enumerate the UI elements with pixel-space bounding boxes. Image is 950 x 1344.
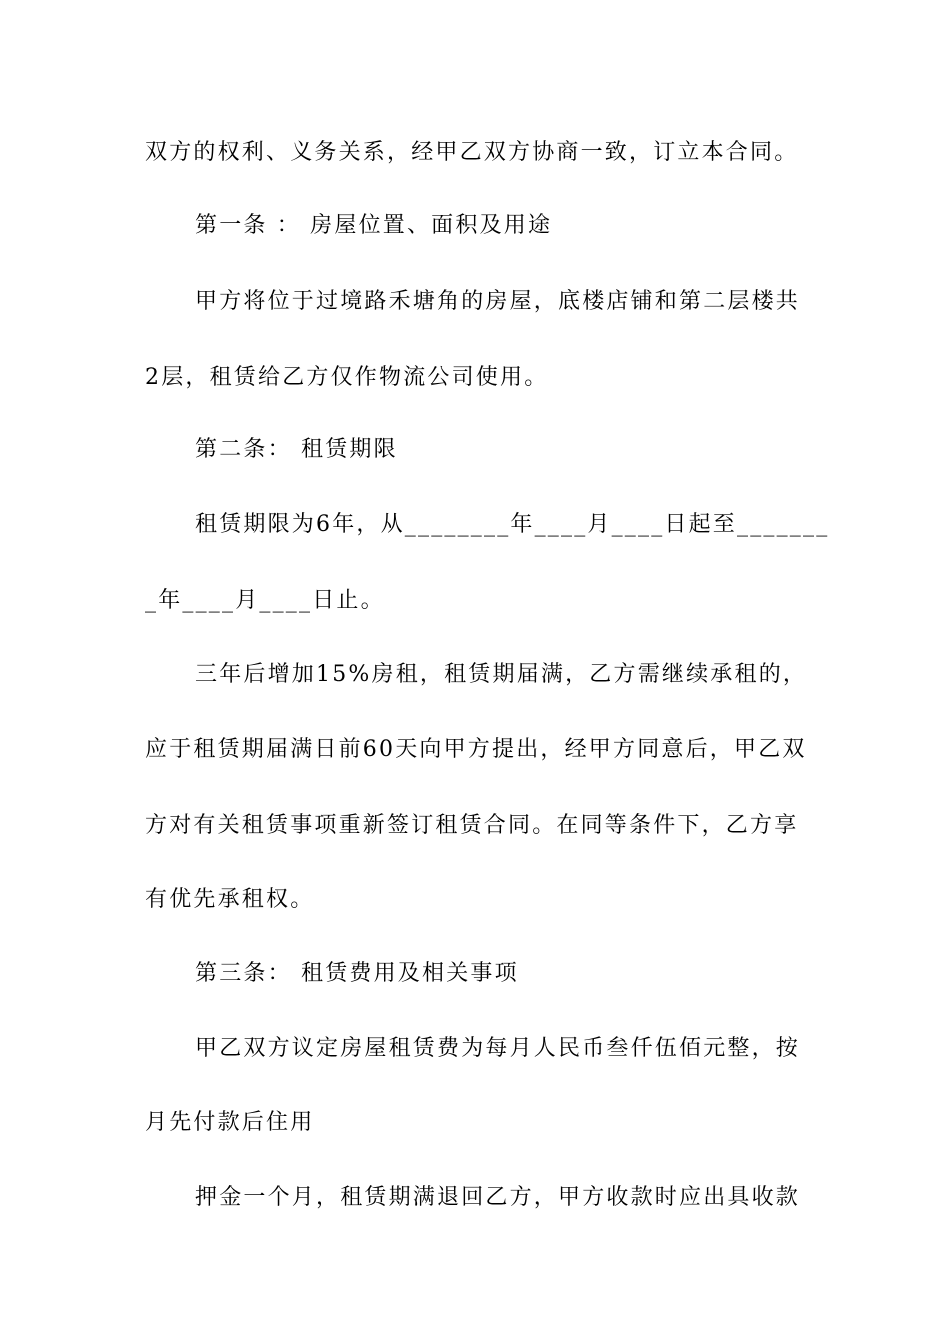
article-1-text-line-2: 2层，租赁给乙方仅作物流公司使用。 — [145, 365, 549, 390]
article-3-deposit-line-1: 押金一个月，租赁期满退回乙方，甲方收款时应出具收款 — [195, 1185, 801, 1210]
article-2-renewal-line-4: 有优先承租权。 — [145, 887, 315, 912]
article-2-renewal-line-3: 方对有关租赁事项重新签订租赁合同。在同等条件下，乙方享 — [145, 813, 799, 838]
article-1-text-line-1: 甲方将位于过境路禾塘角的房屋，底楼店铺和第二层楼共 — [195, 289, 801, 314]
paragraph-continuation: 双方的权利、义务关系，经甲乙双方协商一致，订立本合同。 — [145, 140, 799, 165]
article-2-renewal-line-2: 应于租赁期届满日前60天向甲方提出，经甲方同意后，甲乙双 — [145, 737, 807, 762]
article-3-rent-line-2: 月先付款后住用 — [145, 1110, 315, 1135]
article-3-heading: 第三条： 租赁费用及相关事项 — [195, 961, 519, 986]
article-2-term-line-2: _年____月____日止。 — [145, 588, 385, 613]
article-2-heading: 第二条： 租赁期限 — [195, 437, 398, 462]
article-3-rent-line-1: 甲乙双方议定房屋租赁费为每月人民币叁仟伍佰元整，按 — [195, 1036, 801, 1061]
article-2-renewal-line-1: 三年后增加15%房租，租赁期届满，乙方需继续承租的， — [195, 662, 808, 687]
article-1-heading: 第一条 ： 房屋位置、面积及用途 — [195, 213, 553, 238]
article-2-term-line-1: 租赁期限为6年，从________年____月____日起至_______ — [195, 512, 830, 537]
